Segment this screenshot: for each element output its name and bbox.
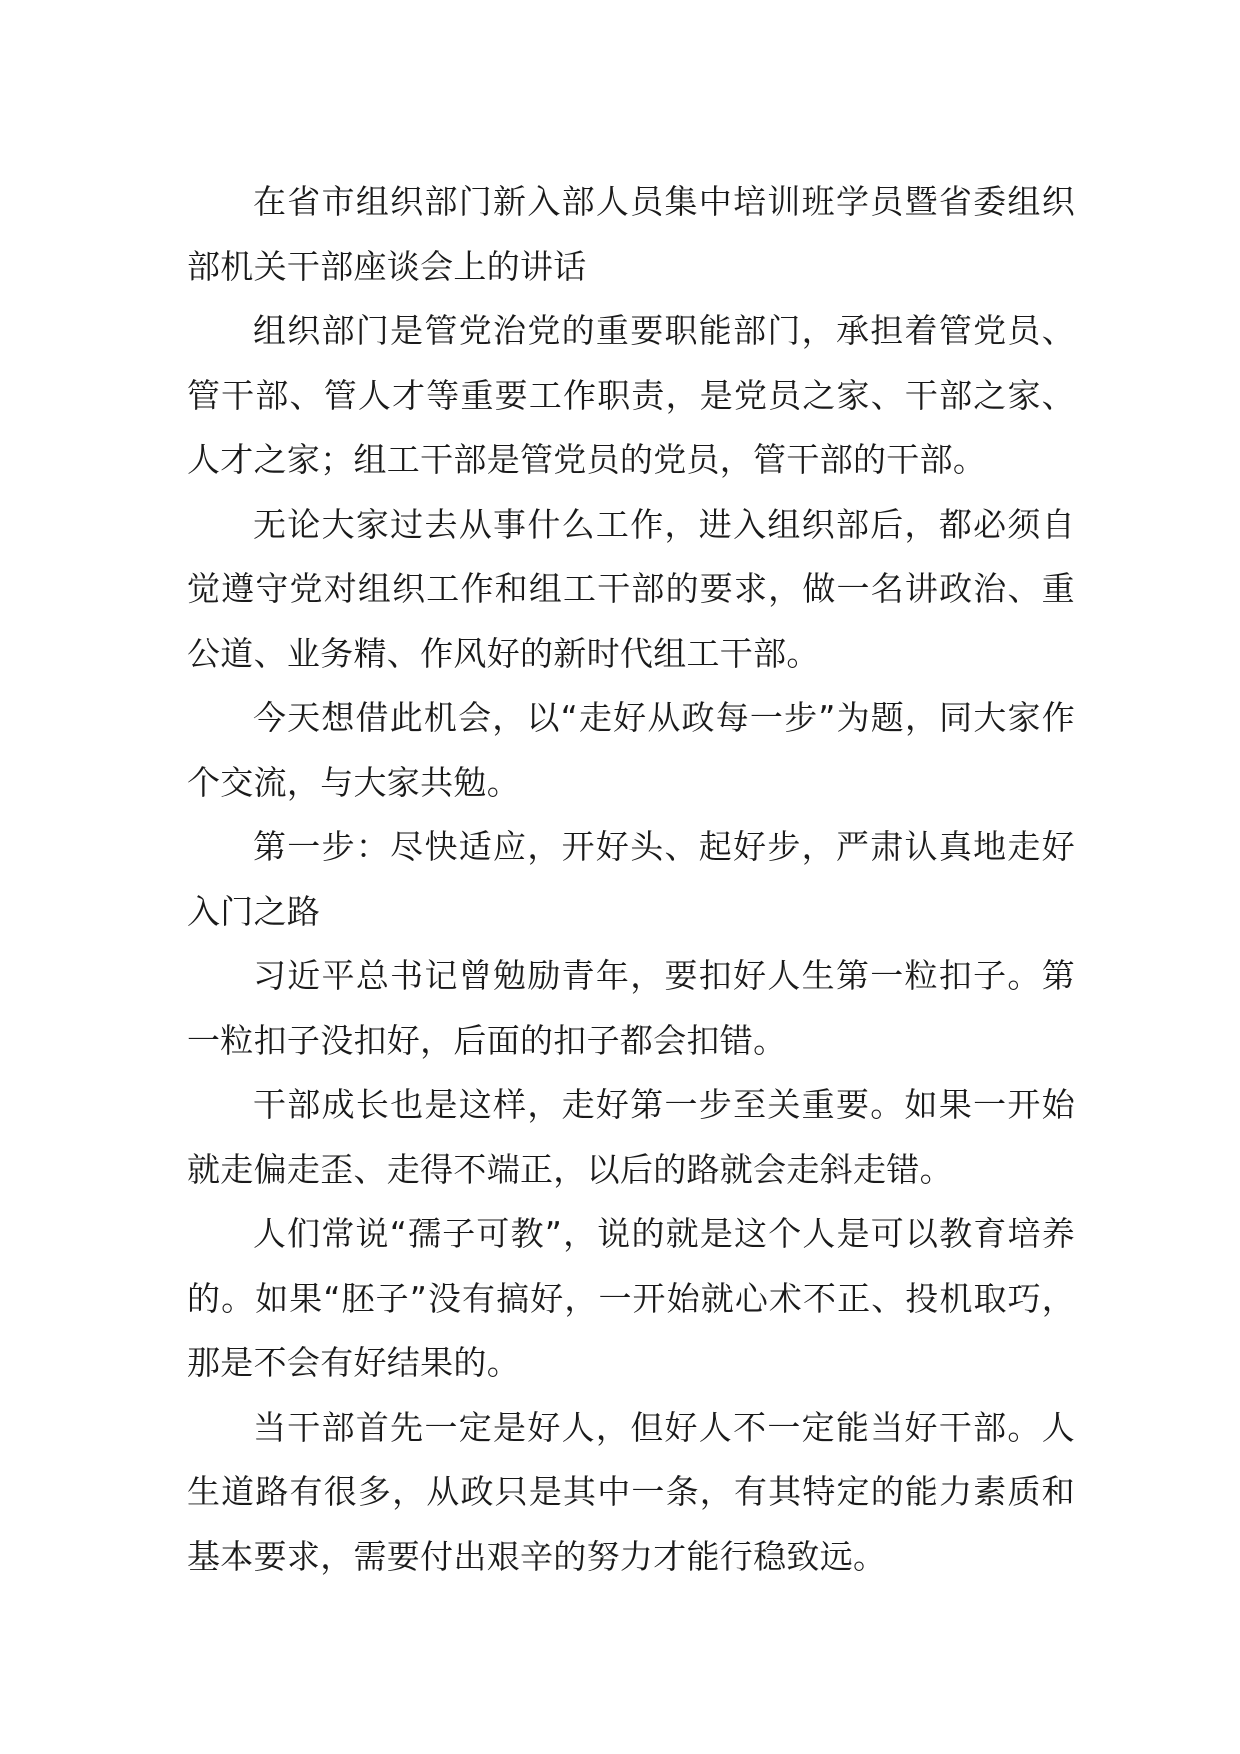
paragraph: 干部成长也是这样，走好第一步至关重要。如果一开始就走偏走歪、走得不端正，以后的路就会走斜走错。 — [187, 1085, 1075, 1189]
document-title: 在省市组织部门新入部人员集中培训班学员暨省委组织部机关干部座谈会上的讲话 — [187, 182, 1075, 286]
paragraph: 今天想借此机会，以“走好从政每一步”为题，同大家作个交流，与大家共勉。 — [187, 698, 1075, 802]
paragraph: 无论大家过去从事什么工作，进入组织部后，都必须自觉遵守党对组织工作和组工干部的要求，做一名讲政治、重公道、业务精、作风好的新时代组工干部。 — [187, 504, 1075, 673]
paragraph: 人们常说“孺子可教”，说的就是这个人是可以教育培养的。如果“胚子”没有搞好，一开始就心术不正、投机取巧，那是不会有好结果的。 — [187, 1214, 1075, 1382]
paragraph: 习近平总书记曾勉励青年，要扣好人生第一粒扣子。第一粒扣子没扣好，后面的扣子都会扣错。 — [187, 956, 1075, 1060]
paragraph: 当干部首先一定是好人，但好人不一定能当好干部。人生道路有很多，从政只是其中一条，有其特定的能力素质和基本要求，需要付出艰辛的努力才能行稳致远。 — [187, 1407, 1075, 1576]
section-heading: 第一步：尽快适应，开好头、起好步，严肃认真地走好入门之路 — [187, 827, 1075, 931]
paragraph: 组织部门是管党治党的重要职能部门，承担着管党员、管干部、管人才等重要工作职责，是党员之家、干部之家、人才之家；组工干部是管党员的党员，管干部的干部。 — [187, 311, 1075, 479]
document-body — [187, 170, 1075, 1589]
